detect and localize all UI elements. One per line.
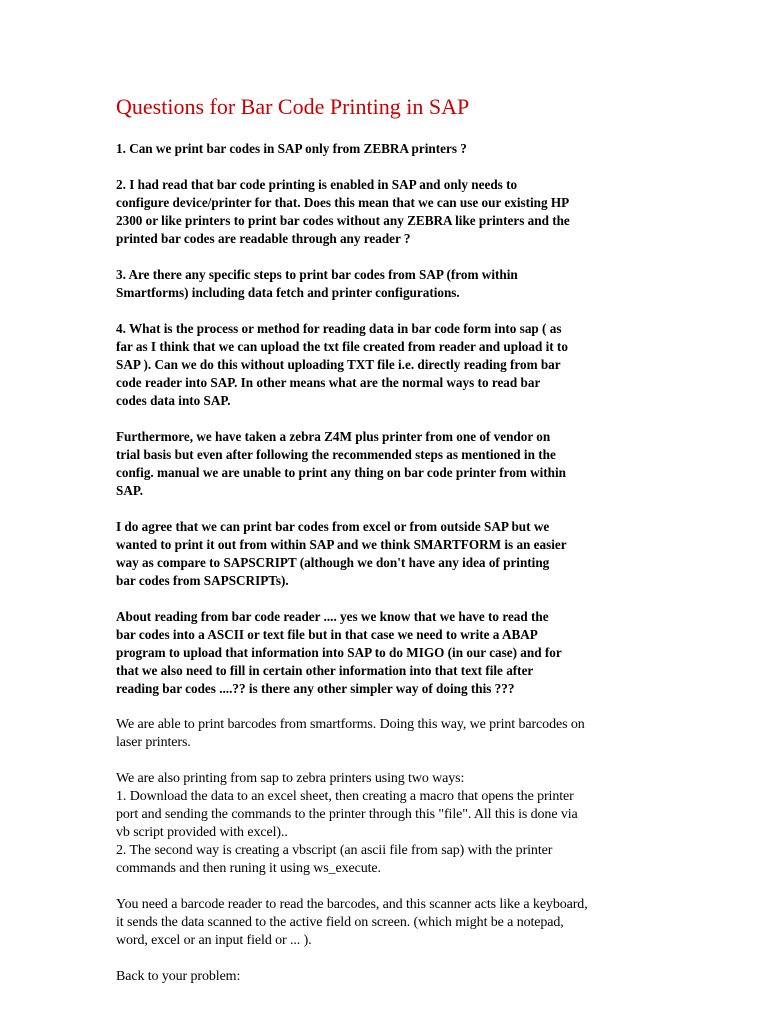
document-page bbox=[116, 94, 656, 1004]
answer-paragraph-scanner: You need a barcode reader to read the barcodes, and this scanner acts like a keyboard, it sends the data scanned to the active field on screen. (which might be a notepad, word, excel or an input field or ... ). bbox=[116, 897, 588, 948]
answer-paragraph-zebra-ways: We are also printing from sap to zebra printers using two ways: 1. Download the data to an excel sheet, then creating a macro that opens the printer port and sending the commands to the printer through this "file". All this is done via vb script provided with excel).. 2. The second way is creating a vbscript (an ascii file from sap) with the printer commands and then runing it using ws_execute. bbox=[116, 771, 578, 876]
question-3: 3. Are there any specific steps to print bar codes from SAP (from within Smartforms) including data fetch and printer configurations. bbox=[116, 267, 518, 300]
question-paragraph-zebra-trial: Furthermore, we have taken a zebra Z4M plus printer from one of vendor on trial basis but even after following the recommended steps as mentioned in the config. manual we are unable to print any thing on bar code printer from within SAP. bbox=[116, 429, 566, 498]
question-paragraph-reader: About reading from bar code reader .... yes we know that we have to read the bar codes into a ASCII or text file but in that case we need to write a ABAP program to upload that information into SAP to do MIGO (in our case) and for that we also need to fill in certain other information into that text file after reading bar codes ....?? is there any other simpler way of doing this ??? bbox=[116, 609, 562, 696]
question-paragraph-smartform: I do agree that we can print bar codes from excel or from outside SAP but we wanted to print it out from within SAP and we think SMARTFORM is an easier way as compare to SAPSCRIPT (although we don't have any idea of printing bar codes from SAPSCRIPTs). bbox=[116, 519, 567, 588]
answer-paragraph-back: Back to your problem: bbox=[116, 969, 241, 984]
document-title: Questions for Bar Code Printing in SAP bbox=[116, 94, 470, 119]
answer-paragraph-smartforms: We are able to print barcodes from smartforms. Doing this way, we print barcodes on laser printers. bbox=[116, 717, 585, 750]
question-2: 2. I had read that bar code printing is enabled in SAP and only needs to configure device/printer for that. Does this mean that we can use our existing HP 2300 or like printers to print bar codes without any ZEBRA like printers and the printed bar codes are readable through any reader ? bbox=[116, 177, 570, 246]
question-1: 1. Can we print bar codes in SAP only from ZEBRA printers ? bbox=[116, 141, 467, 156]
question-4: 4. What is the process or method for reading data in bar code form into sap ( as far as I think that we can upload the txt file created from reader and upload it to SAP ). Can we do this without uploading TXT file i.e. directly reading from bar code reader into SAP. In other means what are the normal ways to read bar codes data into SAP. bbox=[116, 321, 568, 408]
